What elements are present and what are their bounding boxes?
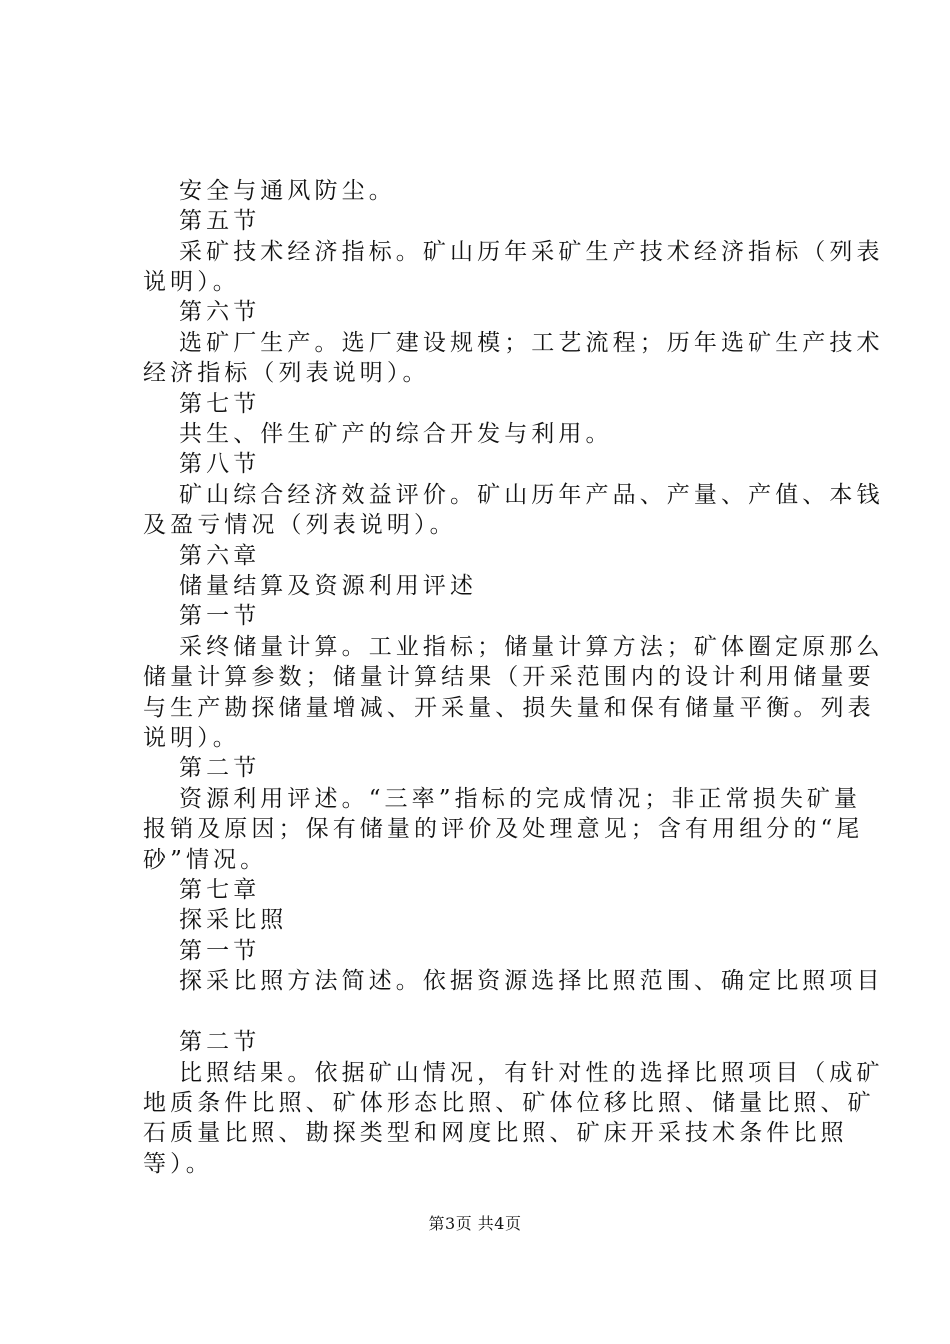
text-line: 地质条件比照、矿体形态比照、矿体位移比照、储量比照、矿	[143, 1090, 875, 1116]
text-line: 及盈亏情况（列表说明）。	[143, 512, 457, 538]
text-line: 第七节	[179, 391, 261, 417]
text-line: 共生、伴生矿产的综合开发与利用。	[179, 421, 613, 447]
text-line: 比照结果。依据矿山情况，有针对性的选择比照项目（成矿	[179, 1060, 884, 1086]
text-line: 第五节	[179, 208, 261, 234]
text-line: 选矿厂生产。选厂建设规模；工艺流程；历年选矿生产技术	[179, 330, 884, 356]
text-line: 储量计算参数；储量计算结果（开采范围内的设计利用储量要	[143, 664, 875, 690]
text-line: 第七章	[179, 877, 261, 903]
text-line: 第二节	[179, 1029, 261, 1055]
text-line: 第八节	[179, 451, 261, 477]
text-line: 第六章	[179, 543, 261, 569]
text-line: 安全与通风防尘。	[179, 178, 396, 204]
text-line: 采矿技术经济指标。矿山历年采矿生产技术经济指标（列表	[179, 239, 884, 265]
text-line: 第一节	[179, 938, 261, 964]
text-line: 探采比照	[179, 907, 288, 933]
text-line: 探采比照方法简述。依据资源选择比照范围、确定比照项目	[179, 968, 884, 994]
text-line: 经济指标（列表说明）。	[143, 360, 430, 386]
text-line: 报销及原因；保有储量的评价及处理意见；含有用组分的“尾	[143, 816, 864, 842]
text-line: 石质量比照、勘探类型和网度比照、矿床开采技术条件比照	[143, 1120, 848, 1146]
text-line: 第六节	[179, 299, 261, 325]
text-line: 第二节	[179, 755, 261, 781]
text-line: 第一节	[179, 603, 261, 629]
text-line: 说明）。	[143, 725, 240, 751]
text-line: 与生产勘探储量增减、开采量、损失量和保有储量平衡。列表	[143, 695, 875, 721]
text-line: 资源利用评述。“三率”指标的完成情况；非正常损失矿量	[179, 786, 862, 812]
page-footer: 第3页 共4页	[428, 1214, 522, 1233]
text-line: 储量结算及资源利用评述	[179, 573, 478, 599]
text-line: 采终储量计算。工业指标；储量计算方法；矿体圈定原那么	[179, 634, 884, 660]
text-line: 等）。	[143, 1151, 213, 1177]
text-line: 砂”情况。	[143, 847, 268, 873]
text-line: 说明）。	[143, 269, 240, 295]
text-line: 矿山综合经济效益评价。矿山历年产品、产量、产值、本钱	[179, 482, 884, 508]
